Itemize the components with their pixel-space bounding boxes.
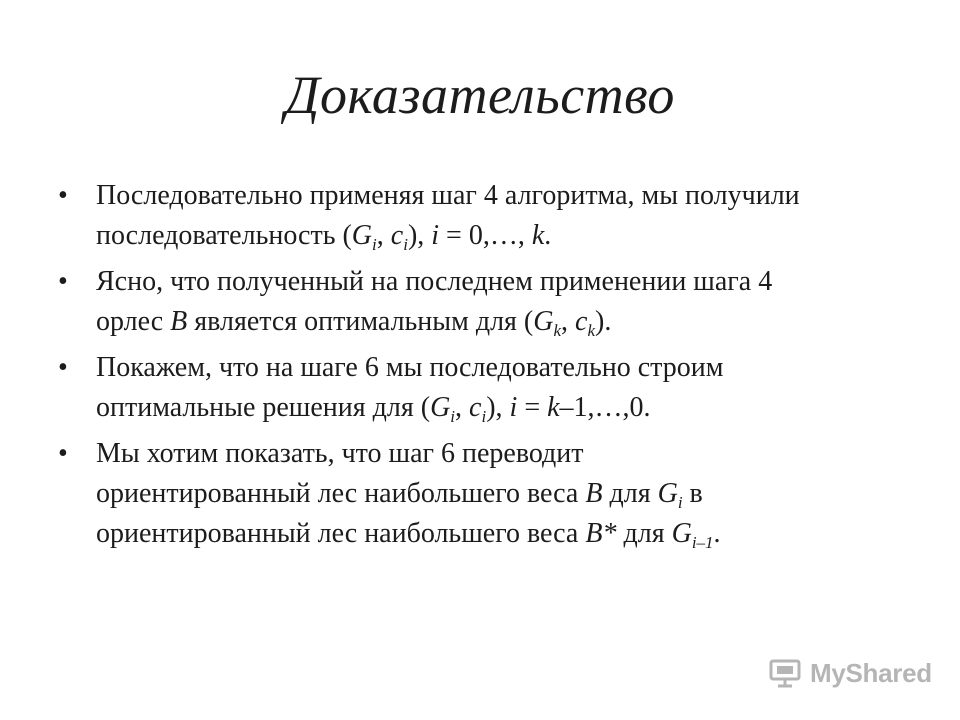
- math-symbol: G: [671, 518, 692, 549]
- bullet-line: [96, 348, 918, 388]
- text-run: ориентированный лес наибольшего веса: [96, 518, 586, 549]
- bullet-dot: •: [58, 352, 68, 383]
- text-run: Покажем, что на шаге 6 мы последовательно строим: [96, 352, 724, 383]
- bullet-list: [58, 176, 918, 560]
- math-symbol: G: [533, 306, 554, 337]
- math-symbol: G: [430, 392, 451, 423]
- subscript: [553, 321, 561, 340]
- text-run: –1,…,0.: [559, 392, 651, 423]
- text-run: ,: [561, 306, 576, 337]
- text-run: .: [544, 220, 552, 251]
- subscript: [587, 321, 595, 340]
- math-symbol: c: [469, 392, 482, 423]
- math-symbol: B*: [585, 518, 617, 549]
- text-run: ),: [486, 392, 510, 423]
- text-run: Мы хотим показать, что шаг 6 переводит: [96, 438, 584, 469]
- text-run: орлес: [96, 306, 171, 337]
- bullet-item: [58, 262, 918, 342]
- subscript-text: i–1: [691, 533, 714, 552]
- bullet-line: [96, 474, 918, 514]
- bullet-item: [58, 176, 918, 256]
- math-symbol: c: [575, 306, 588, 337]
- subscript-text: i: [450, 407, 456, 426]
- subscript-text: i: [677, 493, 683, 512]
- bullet-dot: •: [58, 180, 68, 211]
- bullet-line: [96, 434, 918, 474]
- bullet-line: [96, 388, 918, 428]
- text-run: =: [517, 392, 548, 423]
- bullet-dot: •: [58, 266, 68, 297]
- math-symbol: B: [170, 306, 188, 337]
- presentation-board-icon: [768, 658, 802, 688]
- text-run: ориентированный лес наибольшего веса: [96, 478, 586, 509]
- subscript-text: i: [372, 235, 377, 254]
- bullet-item: [58, 348, 918, 428]
- bullet-line: [96, 262, 918, 302]
- bullet-line: [96, 176, 918, 216]
- text-run: ,: [455, 392, 470, 423]
- text-run: для: [616, 518, 672, 549]
- slide-title: Доказательство: [285, 65, 675, 125]
- math-symbol: B: [585, 478, 603, 509]
- math-symbol: k: [547, 392, 560, 423]
- bullet-item: [58, 434, 918, 554]
- text-run: в: [682, 478, 703, 509]
- math-symbol: c: [390, 220, 404, 251]
- bullet-dot: •: [58, 438, 68, 469]
- bullet-line: [96, 216, 918, 256]
- subscript-text: i: [481, 407, 487, 426]
- text-run: Последовательно применяя шаг 4 алгоритма, мы получили: [96, 180, 800, 211]
- text-run: ).: [595, 306, 612, 337]
- text-run: ),: [407, 220, 432, 251]
- math-symbol: G: [657, 478, 678, 509]
- bullet-line: [96, 514, 918, 554]
- watermark-text: MyShared: [810, 657, 932, 688]
- bullet-line: [96, 302, 918, 342]
- text-run: является оптимальным для (: [187, 306, 534, 337]
- subscript-text: i: [403, 235, 408, 254]
- math-symbol: G: [351, 220, 373, 251]
- subscript: [692, 533, 714, 552]
- math-symbol: k: [531, 220, 545, 251]
- math-symbol: i: [509, 392, 518, 423]
- text-run: = 0,…,: [439, 220, 532, 251]
- text-run: .: [713, 518, 721, 549]
- text-run: для: [602, 478, 658, 509]
- math-symbol: i: [431, 220, 440, 251]
- subscript-text: k: [553, 321, 562, 340]
- text-run: Ясно, что полученный на последнем применении шага 4: [96, 266, 773, 297]
- text-run: ,: [376, 220, 391, 251]
- watermark: [768, 656, 932, 690]
- subscript-text: k: [587, 321, 596, 340]
- text-run: оптимальные решения для (: [96, 392, 431, 423]
- text-run: последовательность (: [96, 220, 352, 251]
